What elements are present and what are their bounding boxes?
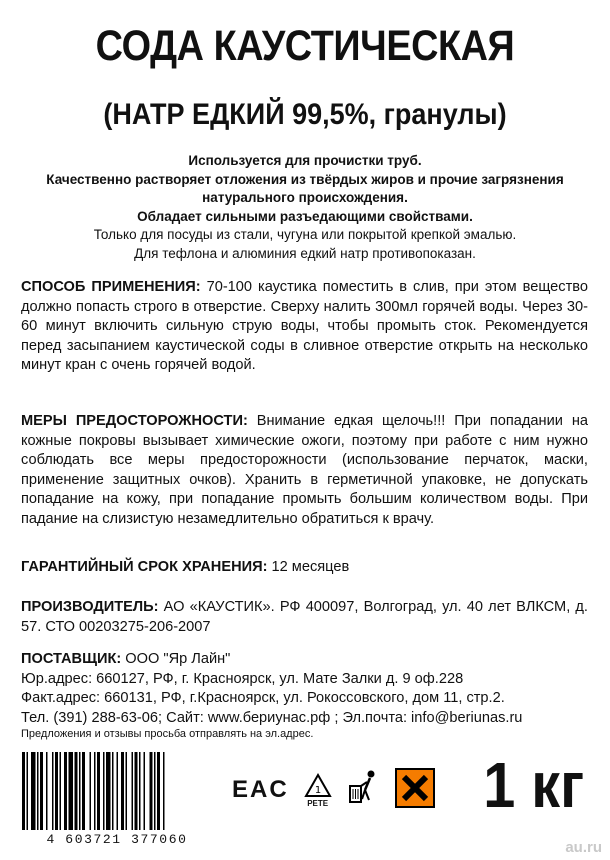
intro-line-4: Только для посуды из стали, чугуна или покрытой крепкой эмалью. — [93, 227, 517, 242]
precautions-text: Внимание едкая щелочь!!! При попадании на кожные покровы вызывает химические ожоги, поэтому при работе с ним нужно соблюдать все меры предосторожности (использование перчаток, маски, применение защитных очков). Хранить в герметичной упаковке, не допускать попадание на кожу, при попадание промыть большим количеством воды. При падание на слизистую незамедлительно обратиться к врачу. — [21, 413, 588, 527]
intro-block — [20, 152, 590, 263]
eac-mark-icon: EAC — [232, 776, 289, 803]
precautions-heading: МЕРЫ ПРЕДОСТОРОЖНОСТИ: — [21, 413, 248, 429]
intro-line-5: Для тефлона и алюминия едкий натр противопоказан. — [134, 245, 476, 261]
supplier-section — [21, 650, 588, 728]
recycle-pete-icon — [303, 773, 333, 808]
supplier-actual-address: Факт.адрес: 660131, РФ, г.Красноярск, ул. Рокоссовского, дом 11, стр.2. — [21, 690, 505, 706]
shelf-life-heading: ГАРАНТИЙНЫЙ СРОК ХРАНЕНИЯ: — [21, 559, 268, 575]
product-title: СОДА КАУСТИЧЕСКАЯ — [95, 22, 515, 70]
manufacturer-section — [21, 598, 588, 637]
certification-marks — [232, 765, 435, 815]
net-weight: 1 кг — [483, 749, 584, 821]
barcode — [18, 752, 216, 830]
supplier-heading: ПОСТАВЩИК: — [21, 651, 122, 667]
pete-label: PETE — [307, 798, 329, 808]
usage-heading: СПОСОБ ПРИМЕНЕНИЯ: — [21, 279, 201, 295]
intro-line-3: Обладает сильными разъедающими свойствами. — [137, 208, 473, 224]
shelf-life-text: 12 месяцев — [267, 559, 350, 575]
product-subtitle: (НАТР ЕДКИЙ 99,5%, гранулы) — [103, 98, 507, 131]
feedback-note: Предложения и отзывы просьба отправлять на эл.адрес. — [21, 728, 314, 740]
usage-text: 70-100 каустика поместить в слив, при этом вещество должно попасть строго в отверстие. Сверху налить 300мл горячей воды. Через 30-60 минут включить сильную струю воды, чтобы промыть сток. Рекомендуется перед засыпанием каустической соды в сливное отверстие открыть на несколько минут кран с очень горячей водой. — [21, 279, 588, 373]
supplier-legal-address: Юр.адрес: 660127, РФ, г. Красноярск, ул. Мате Залки д. 9 оф.228 — [21, 670, 464, 687]
shelf-life-section — [21, 558, 588, 578]
site-watermark: au.ru — [565, 839, 602, 856]
hazard-irritant-icon — [395, 768, 435, 813]
intro-line-1: Используется для прочистки труб. — [188, 153, 422, 168]
manufacturer-heading: ПРОИЗВОДИТЕЛЬ: — [21, 599, 159, 615]
supplier-contacts: Тел. (391) 288-63-06; Сайт: www.бериунас.рф ; Эл.почта: info@beriunas.ru — [21, 709, 523, 726]
trash-bin-icon — [347, 768, 381, 813]
usage-section — [21, 278, 588, 376]
precautions-section — [21, 412, 588, 529]
supplier-name: ООО "Яр Лайн" — [121, 651, 231, 667]
manufacturer-text: АО «КАУСТИК». РФ 400097, Волгоград, ул. 40 лет ВЛКСМ, д. 57. СТО 00203275-206-2007 — [21, 599, 588, 635]
intro-line-2: Качественно растворяет отложения из твёрдых жиров и прочие загрязнения натурального происхождения. — [46, 171, 564, 205]
svg-text:1: 1 — [314, 784, 321, 796]
barcode-digits: 4 603721 377060 — [46, 832, 188, 847]
